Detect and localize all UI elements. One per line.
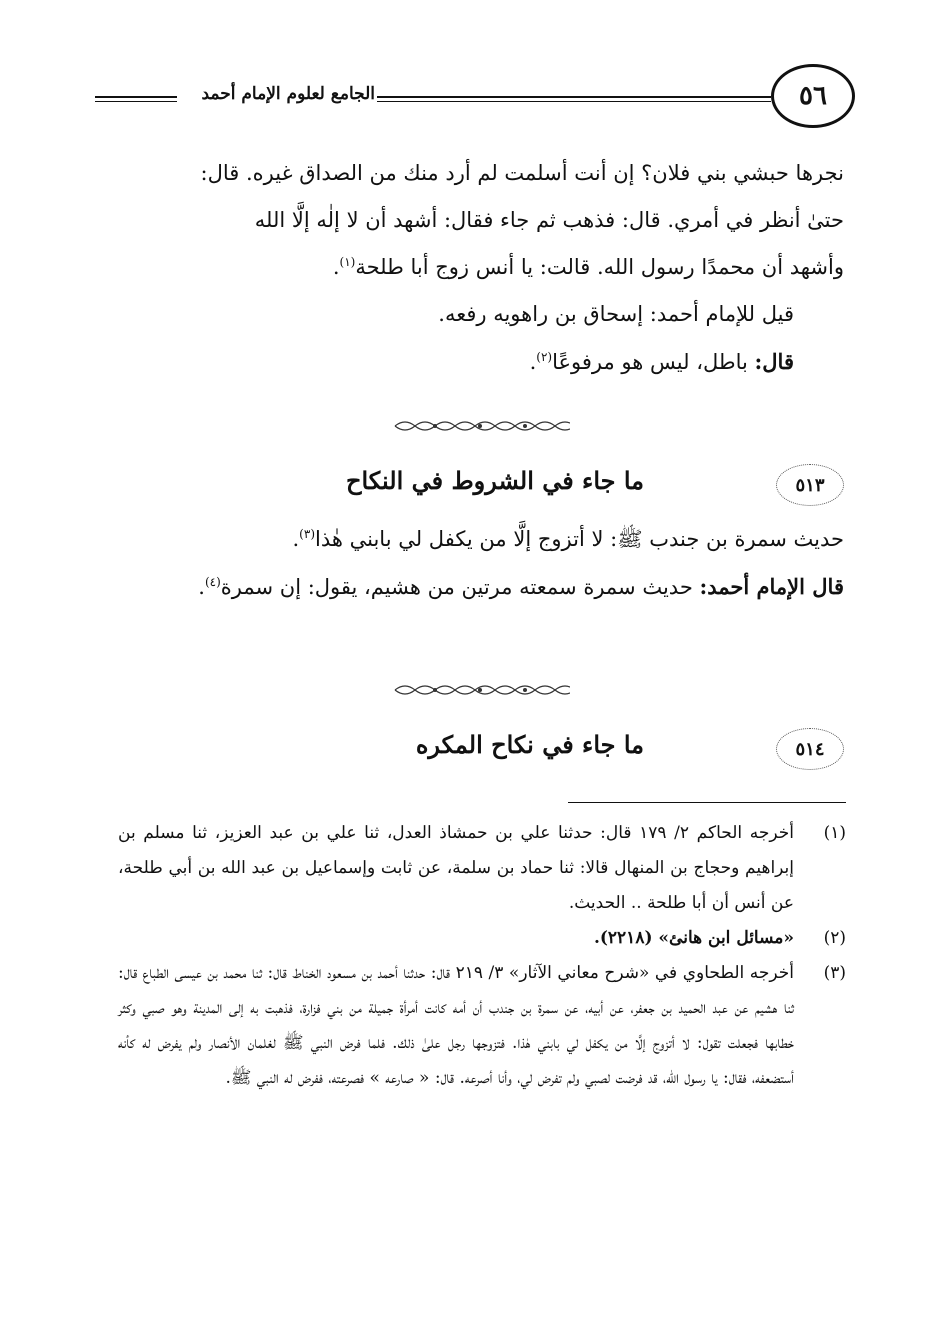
section-number: ٥١٣	[776, 464, 844, 506]
text-line	[118, 338, 844, 386]
footnote-text: «مسائل ابن هانئ» (٢٢١٨).	[593, 928, 794, 948]
footnote-number: (١)	[823, 823, 846, 843]
footnote	[118, 921, 846, 956]
footnote-text: أخرجه الطحاوي في «شرح معاني الآثار» ٣/ ٢١٩ قال: حدثنا أحمد بن مسعود الخناط قال: ثنا محمد بن عيسى الطباع قال: ثنا هشيم عن عبد الحميد بن جعفر، عن أبيه، عن سمرة بن جندب أن أمه كانت أمرأة جميلة من بني فزارة، فذهبت به إلى المدينة وهو صبي وكثر خطابها فجعلت تقول: لا أتزوج إلَّا من يكفل لي بابني هٰذا. فتزوجها رجل علىٰ ذلك. فلما فرض النبي ﷺ لغلمان الأنصار ولم يفرض له كأنه أستضعفه، فقال: يا رسول الله، قد فرضت لصبي ولم تفرض لي، وأنا أصرعه. قال: « صارعه » فصرعته، ففرض له النبي ﷺ.	[118, 963, 795, 1088]
text-span: حديث سمرة بن جندب ﷺ: لا أتزوج إلَّا من يكفل لي بابني هٰذا	[315, 527, 844, 551]
footnote-ref: (٢)	[536, 350, 553, 364]
footnote-separator	[568, 802, 846, 803]
header-rule-left	[95, 96, 177, 98]
header-rule-left-thin	[95, 101, 177, 102]
page-number: ٥٦	[771, 64, 855, 128]
punct: .	[198, 575, 205, 599]
footnote-number: (٢)	[823, 928, 846, 948]
text-span: وأشهد أن محمدًا رسول الله. قالت: يا أنس زوج أبا طلحة	[355, 255, 844, 279]
footnote	[118, 816, 846, 921]
section-title: ما جاء في نكاح المكره	[415, 730, 644, 759]
footnotes	[118, 816, 846, 1096]
text-span: باطل، ليس هو مرفوعًا	[552, 350, 755, 374]
section-number: ٥١٤	[776, 728, 844, 770]
footnote-ref: (١)	[339, 255, 356, 269]
punct: .	[332, 255, 340, 279]
label-imam: قال الإمام أحمد:	[699, 574, 844, 599]
text-line	[118, 516, 844, 563]
header-rule-right	[377, 96, 771, 98]
punct: .	[529, 350, 537, 374]
footnote	[118, 956, 846, 1096]
text-line: حتىٰ أنظر في أمري. قال: فذهب ثم جاء فقال: أشهد أن لا إلٰه إلَّا الله	[254, 208, 844, 232]
text-line	[118, 244, 844, 291]
footnote-ref: (٤)	[204, 575, 221, 589]
section-title: ما جاء في الشروط في النكاح	[345, 466, 644, 495]
punct: .	[292, 527, 300, 551]
footnote-text: أخرجه الحاكم ٢/ ١٧٩ قال: حدثنا علي بن حمشاذ العدل، ثنا علي بن عبد العزيز، ثنا مسلم بن إبراهيم وحجاج بن المنهال قالا: ثنا حماد بن سلمة، عن ثابت وإسماعيل بن عبد الله بن أبي طلحة، عن أنس أن أبا طلحة .. الحديث.	[118, 823, 795, 913]
text-line: قيل للإمام أحمد: إسحاق بن راهويه رفعه.	[438, 302, 794, 326]
header-rule-right-thin	[377, 101, 771, 102]
ornament-divider	[390, 682, 570, 698]
page-header	[95, 60, 855, 140]
footnote-number: (٣)	[823, 963, 846, 983]
ornament-divider	[390, 418, 570, 434]
footnote-ref: (٣)	[299, 527, 315, 541]
text-span: حديث سمرة سمعته مرتين من هشيم، يقول: إن سمرة	[220, 575, 700, 599]
running-title: الجامع لعلوم الإمام أحمد	[201, 84, 375, 104]
text-line: نجرها حبشي بني فلان؟ إن أنت أسلمت لم أرد منك من الصداق غيره. قال:	[200, 161, 844, 185]
section-513-text	[118, 516, 844, 611]
section-514-heading	[118, 724, 844, 772]
section-513-heading	[118, 460, 844, 508]
label-qal: قال:	[754, 349, 794, 374]
text-line	[118, 563, 844, 611]
main-text	[118, 150, 844, 386]
